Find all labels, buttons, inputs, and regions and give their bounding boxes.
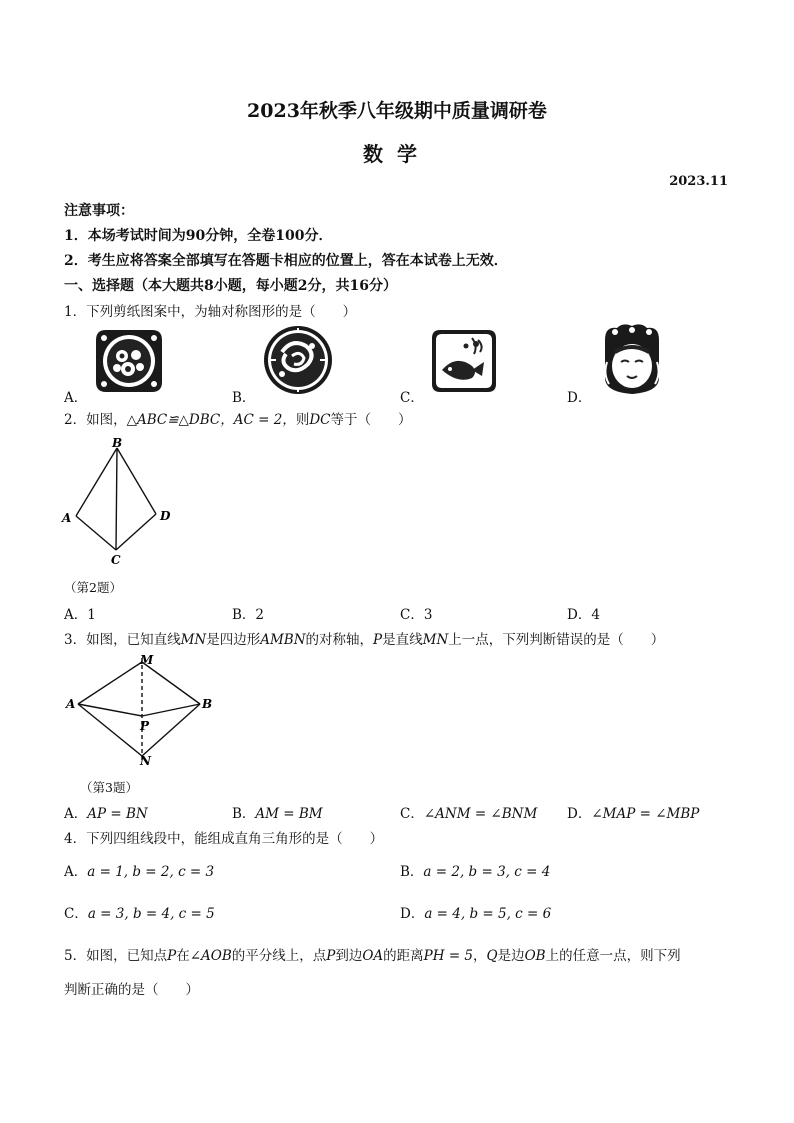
q5-ob: OB — [524, 948, 546, 964]
q2-label-d: D — [160, 509, 171, 523]
q2-stem-prefix: 2．如图， — [64, 412, 127, 428]
section-heading: 一、选择题（本大题共8小题，每小题2分，共16分） — [64, 278, 397, 294]
q2-option-a: A．1 — [64, 607, 96, 623]
q3-label-n: N — [140, 754, 151, 768]
q2-label-b: B — [112, 438, 123, 450]
papercut-fish-icon — [428, 326, 500, 396]
question-2-stem — [64, 408, 411, 428]
q5-text-c: 的平分线上，点 — [231, 948, 327, 964]
q3-figure — [62, 650, 222, 770]
q3-option-d — [567, 802, 699, 822]
q5-ph: PH = 5 — [423, 948, 474, 964]
q3-ambn: AMBN — [260, 632, 306, 648]
q1-option-b: B． — [232, 390, 256, 406]
q4-option-c-math: a = 3, b = 4, c = 5 — [87, 906, 215, 922]
q3-label-p: P — [140, 719, 150, 733]
q2-stem-math: △ABC≌△DBC，AC = 2， — [126, 412, 296, 428]
question-3-stem — [64, 628, 664, 648]
q5-text-f: ， — [473, 948, 487, 964]
q3-option-b — [232, 802, 323, 822]
q3-stem-prefix: 3．如图，已知直线 — [64, 632, 181, 648]
q3-option-c-letter: C． — [400, 806, 424, 822]
q5-text-e: 的距离 — [383, 948, 424, 964]
q3-option-a-letter: A． — [64, 806, 88, 822]
q2-caption: （第2题） — [64, 580, 122, 595]
q1-option-a: A． — [64, 390, 88, 406]
q4-option-b — [400, 860, 550, 880]
q3-option-b-letter: B． — [232, 806, 256, 822]
question-4-stem: 4．下列四组线段中，能组成直角三角形的是（ ） — [64, 831, 384, 847]
q3-p: P — [373, 632, 383, 648]
question-5-line-1 — [64, 944, 681, 964]
q2-option-c: C．3 — [400, 607, 433, 623]
q5-aob: ∠AOB — [189, 948, 232, 964]
q1-option-c: C． — [400, 390, 424, 406]
q2-stem-suffix: 则 — [295, 412, 310, 428]
q4-option-b-math: a = 2, b = 3, c = 4 — [423, 864, 551, 880]
q5-text-a: 5．如图，已知点 — [64, 948, 168, 964]
q3-option-d-letter: D． — [567, 806, 592, 822]
q3-mn2: MN — [422, 632, 449, 648]
q3-caption: （第3题） — [80, 780, 138, 795]
note-item-1: 1．本场考试时间为90分钟，全卷100分． — [64, 228, 333, 244]
papercut-dragon-icon — [262, 324, 334, 396]
q2-figure — [60, 438, 180, 570]
q2-option-b: B．2 — [232, 607, 265, 623]
q5-p2: P — [326, 948, 336, 964]
q2-stem-end: 等于（ ） — [330, 412, 412, 428]
subject-title: 数学 — [363, 142, 431, 166]
q4-option-c-letter: C． — [64, 906, 88, 922]
q3-option-c — [400, 802, 537, 822]
q3-label-m: M — [140, 653, 154, 667]
question-5-line-2: 判断正确的是（ ） — [64, 982, 199, 998]
q5-text-h: 上的任意一点，则下列 — [545, 948, 681, 964]
q3-option-d-math: ∠MAP = ∠MBP — [591, 806, 700, 822]
q5-q: Q — [486, 948, 498, 964]
q5-text-d: 到边 — [335, 948, 363, 964]
papercut-flower-icon — [92, 326, 166, 396]
q1-option-d: D． — [567, 390, 592, 406]
q5-text-g: 是边 — [497, 948, 525, 964]
page-title: 2023年秋季八年级期中质量调研卷 — [247, 100, 547, 122]
q4-option-a-math: a = 1, b = 2, c = 3 — [87, 864, 215, 880]
q4-option-a — [64, 860, 214, 880]
q3-stem-mid2: 的对称轴， — [305, 632, 374, 648]
q5-text-b: 在 — [176, 948, 190, 964]
q3-mn: MN — [180, 632, 207, 648]
q4-option-d-letter: D． — [400, 906, 425, 922]
exam-date: 2023.11 — [669, 174, 728, 189]
q3-option-c-math: ∠ANM = ∠BNM — [423, 806, 538, 822]
q2-label-a: A — [62, 511, 72, 525]
note-item-2: 2．考生应将答案全部填写在答题卡相应的位置上，答在本试卷上无效． — [64, 253, 508, 269]
q3-option-a — [64, 802, 148, 822]
question-1-stem: 1．下列剪纸图案中，为轴对称图形的是（ ） — [64, 304, 357, 320]
q4-option-d-math: a = 4, b = 5, c = 6 — [424, 906, 552, 922]
q3-stem-mid: 是四边形 — [206, 632, 261, 648]
q4-option-a-letter: A． — [64, 864, 88, 880]
q3-label-b: B — [202, 697, 213, 711]
q4-option-d — [400, 902, 551, 922]
q2-label-c: C — [111, 553, 121, 567]
q4-option-b-letter: B． — [400, 864, 424, 880]
q2-option-d: D．4 — [567, 607, 600, 623]
q5-oa: OA — [362, 948, 384, 964]
q2-stem-math2: DC — [309, 412, 331, 428]
notes-heading: 注意事项： — [64, 203, 134, 219]
q3-stem-end: 上一点，下列判断错误的是（ ） — [448, 632, 665, 648]
q5-p: P — [167, 948, 177, 964]
q3-stem-mid3: 是直线 — [382, 632, 423, 648]
q4-option-c — [64, 902, 215, 922]
q3-label-a: A — [66, 697, 76, 711]
papercut-face-icon — [597, 322, 667, 396]
q3-option-b-math: AM = BM — [255, 806, 323, 822]
q3-option-a-math: AP = BN — [87, 806, 148, 822]
